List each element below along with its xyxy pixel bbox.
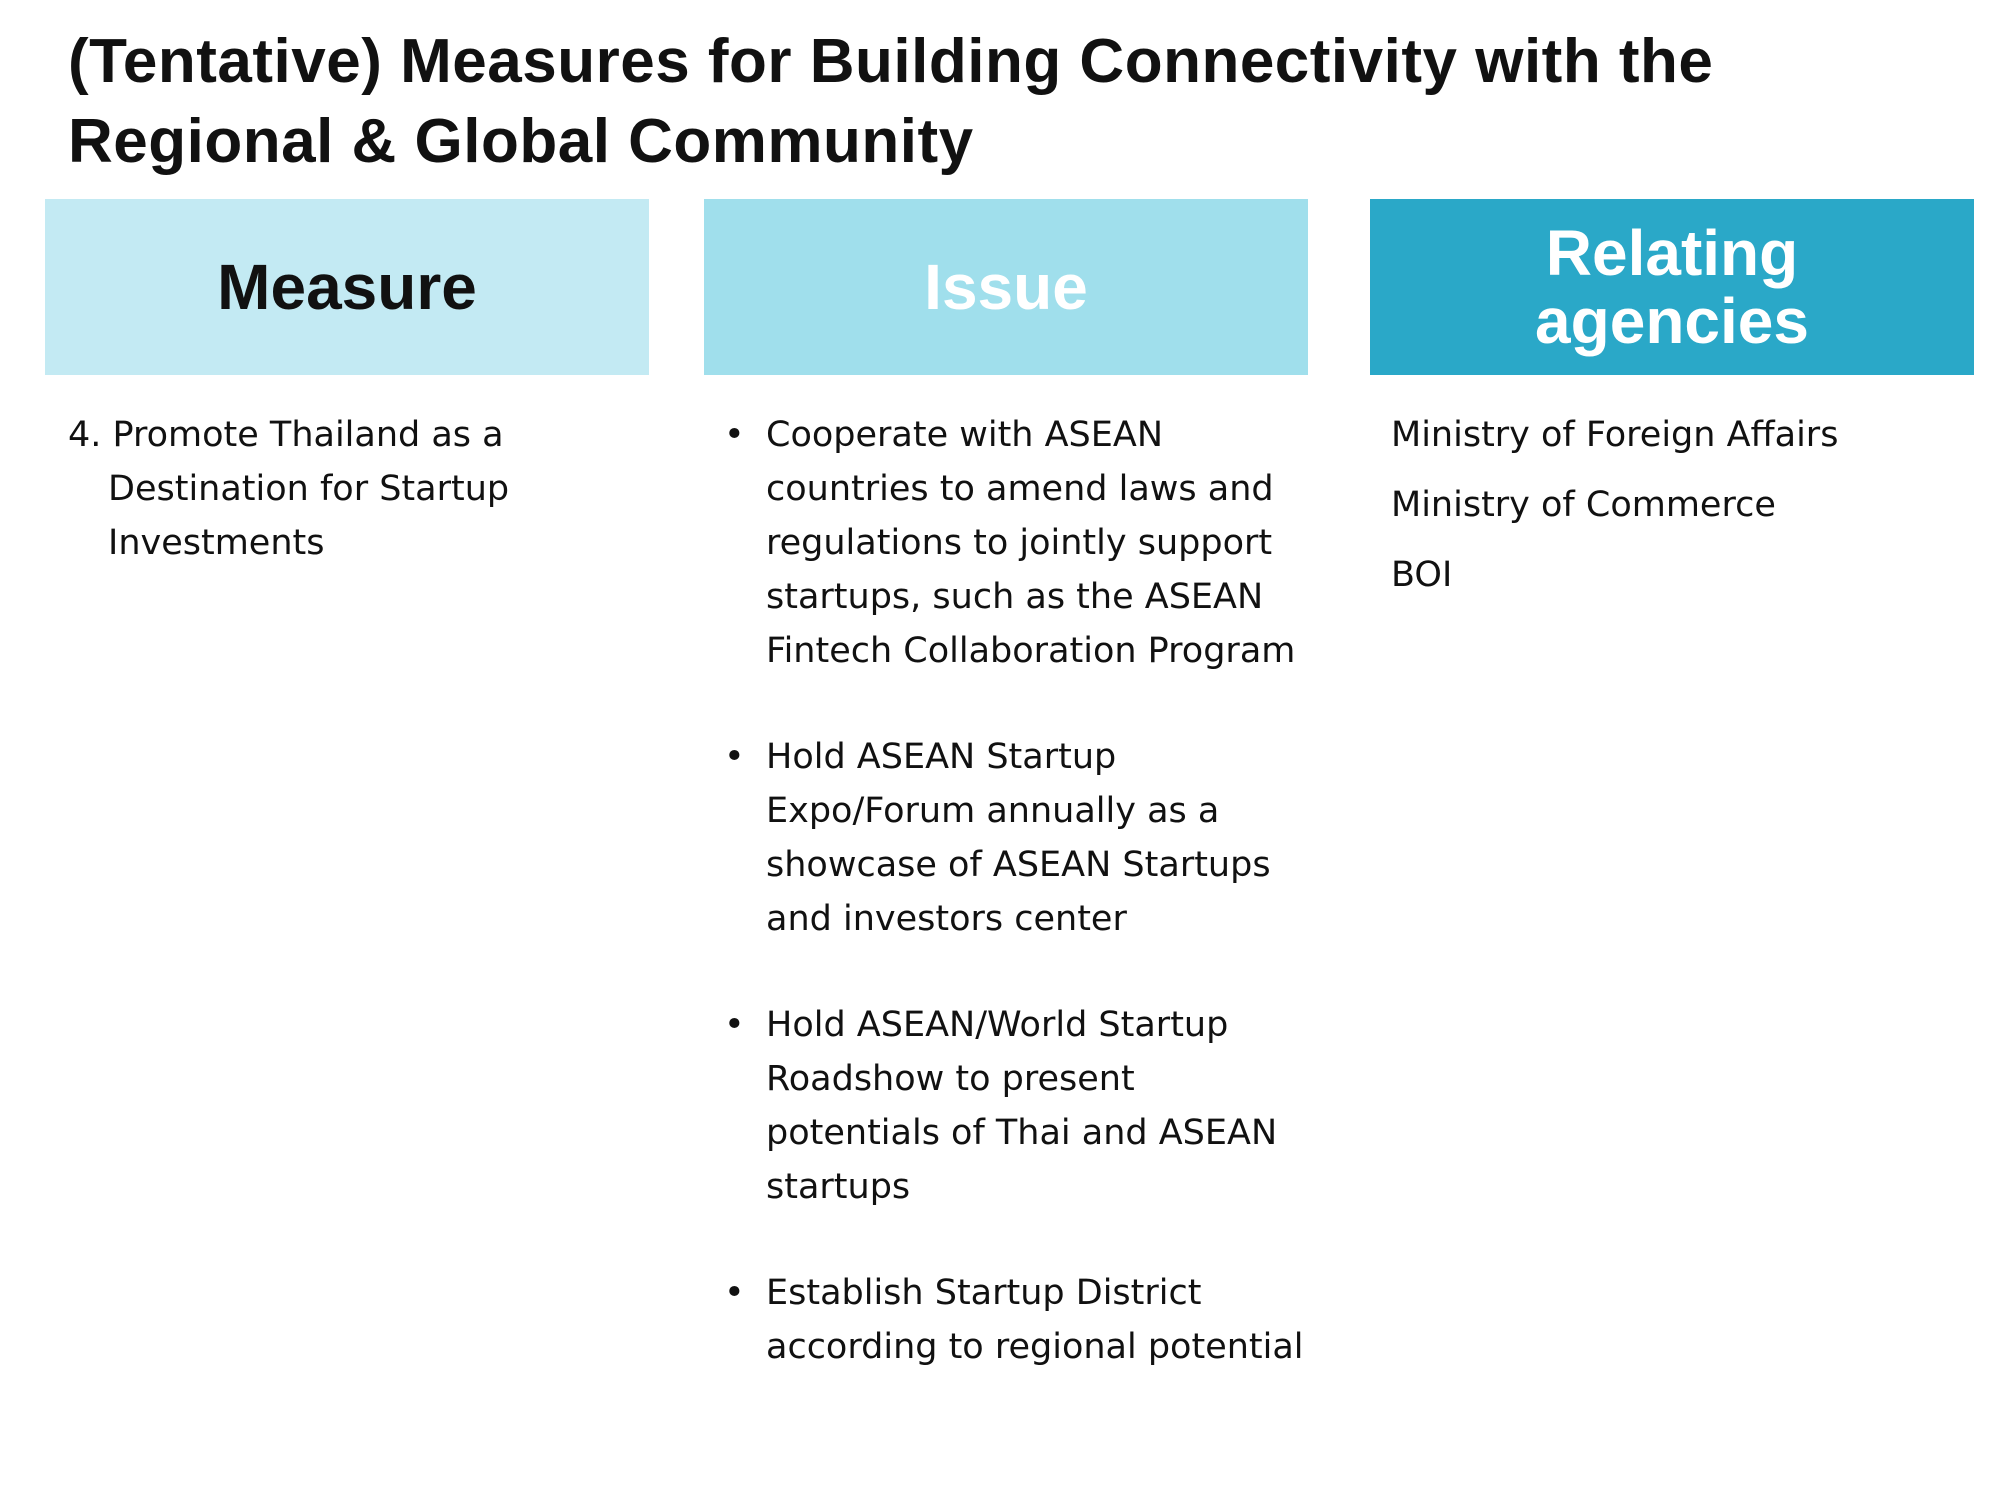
agencies-column <box>1391 408 1971 618</box>
issue-item <box>718 730 1318 946</box>
agencies-header-line-2: agencies <box>1535 285 1809 357</box>
issue-item <box>718 1266 1318 1374</box>
issue-item <box>718 998 1318 1214</box>
bullet-icon: • <box>724 737 745 777</box>
issue-text: Establish Startup District according to regional potential <box>766 1273 1304 1367</box>
slide-title <box>68 22 1968 182</box>
issue-header <box>704 199 1308 375</box>
measure-header-label: Measure <box>217 251 477 323</box>
agencies-header <box>1370 199 1974 375</box>
agency-item: Ministry of Commerce <box>1391 485 1776 525</box>
title-line-2: Regional & Global Community <box>68 107 974 176</box>
issue-item <box>718 408 1318 678</box>
agencies-header-line-1: Relating <box>1545 217 1799 289</box>
agency-list <box>1391 408 1971 602</box>
bullet-icon: • <box>724 1005 745 1045</box>
agencies-header-label <box>1535 219 1809 355</box>
issue-header-label: Issue <box>924 251 1088 323</box>
issue-text: Hold ASEAN/World Startup Roadshow to present potentials of Thai and ASEAN startups <box>766 1005 1278 1207</box>
measure-header <box>45 199 649 375</box>
measure-column <box>68 408 668 570</box>
issue-text: Hold ASEAN Startup Expo/Forum annually as a showcase of ASEAN Startups and investors center <box>766 737 1271 939</box>
issue-text: Cooperate with ASEAN countries to amend laws and regulations to jointly support startups, such as the ASEAN Fintech Collaboration Program <box>766 415 1296 671</box>
issue-column <box>718 408 1318 1426</box>
title-line-1: Measures for Building Connectivity with the <box>382 27 1714 96</box>
agency-item: BOI <box>1391 555 1453 595</box>
agency-item: Ministry of Foreign Affairs <box>1391 415 1839 455</box>
issue-list <box>718 408 1318 1374</box>
bullet-icon: • <box>724 1273 745 1313</box>
title-prefix: (Tentative) <box>68 27 383 96</box>
measure-item: 4. Promote Thailand as a Destination for Startup Investments <box>68 415 510 563</box>
bullet-icon: • <box>724 415 745 455</box>
